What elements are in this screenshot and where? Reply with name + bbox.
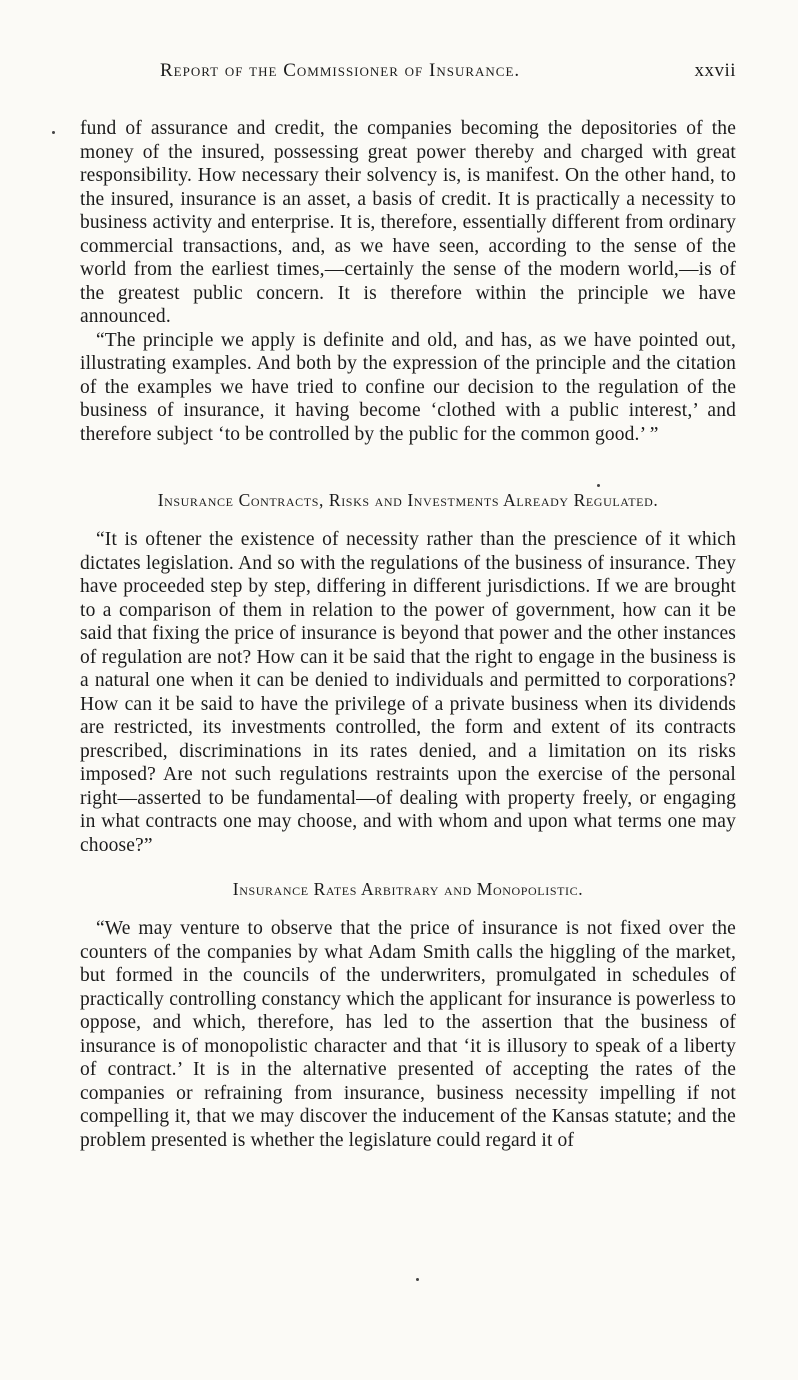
paragraph-continuation: fund of assurance and credit, the companies becoming the depositories of the money of the insured, possessing great power thereby and charged with great responsibility. How necessary their solvency is, is manifest. On the other hand, to the insured, insurance is an asset, a basis of credit. It is practically a necessity to business activity and enterprise. It is, therefore, essentially different from ordinary commercial transactions, and, as we have seen, according to the sense of the world from the earliest times,—certainly the sense of the modern world,—is of the greatest public concern. It is therefore within the principle we have announced. <box>80 118 736 327</box>
print-speck <box>597 484 600 487</box>
running-header <box>160 60 736 90</box>
print-speck <box>416 1278 419 1281</box>
body-text <box>80 117 736 1152</box>
paragraph-principle-quote: “The principle we apply is definite and old, and has, as we have pointed out, illustrating examples. And both by the expression of the principle and the citation of the examples we have tried to confine our decision to the regulation of the business of insurance, it having become ‘clothed with a public interest,’ and therefore subject ‘to be controlled by the public for the common good.’ ” <box>80 329 736 445</box>
report-title: Report of the Commissioner of Insurance. <box>160 60 521 81</box>
section-heading-regulated: Insurance Contracts, Risks and Investments Already Regulated. <box>157 490 659 510</box>
section-heading-monopolistic: Insurance Rates Arbitrary and Monopolistic. <box>232 879 584 899</box>
paragraph-price-quote: “We may venture to observe that the price of insurance is not fixed over the counters of the companies by what Adam Smith calls the higgling of the market, but formed in the councils of the underwriters, promulgated in schedules of practically controlling constancy which the applicant for insurance is powerless to oppose, and which, therefore, has led to the assertion that the business of insurance is of monopolistic character and that ‘it is illusory to speak of a liberty of contract.’ It is in the alternative presented of accepting the rates of the companies or refraining from insurance, business necessity impelling if not compelling it, that we may discover the inducement of the Kansas statute; and the problem presented is whether the legislature could regard it of <box>80 918 736 1151</box>
print-speck <box>52 131 55 134</box>
paragraph-necessity-quote: “It is oftener the existence of necessity rather than the prescience of it which dictates legislation. And so with the regulations of the business of insurance. They have proceeded step by step, differing in different jurisdictions. If we are brought to a comparison of them in relation to the power of government, how can it be said that fixing the price of insurance is beyond that power and the other instances of regulation are not? How can it be said that the right to engage in the business is a natural one when it can be denied to individuals and permitted to corporations? How can it be said to have the privilege of a private business when its dividends are restricted, its investments controlled, the form and extent of its contracts prescribed, discriminations in its rates denied, and a limitation on its risks imposed? Are not such regulations restraints upon the exercise of the personal right—asserted to be fundamental—of dealing with property freely, or engaging in what contracts one may choose, and with whom and upon what terms one may choose?” <box>80 529 736 856</box>
page-number: xxvii <box>694 60 736 81</box>
